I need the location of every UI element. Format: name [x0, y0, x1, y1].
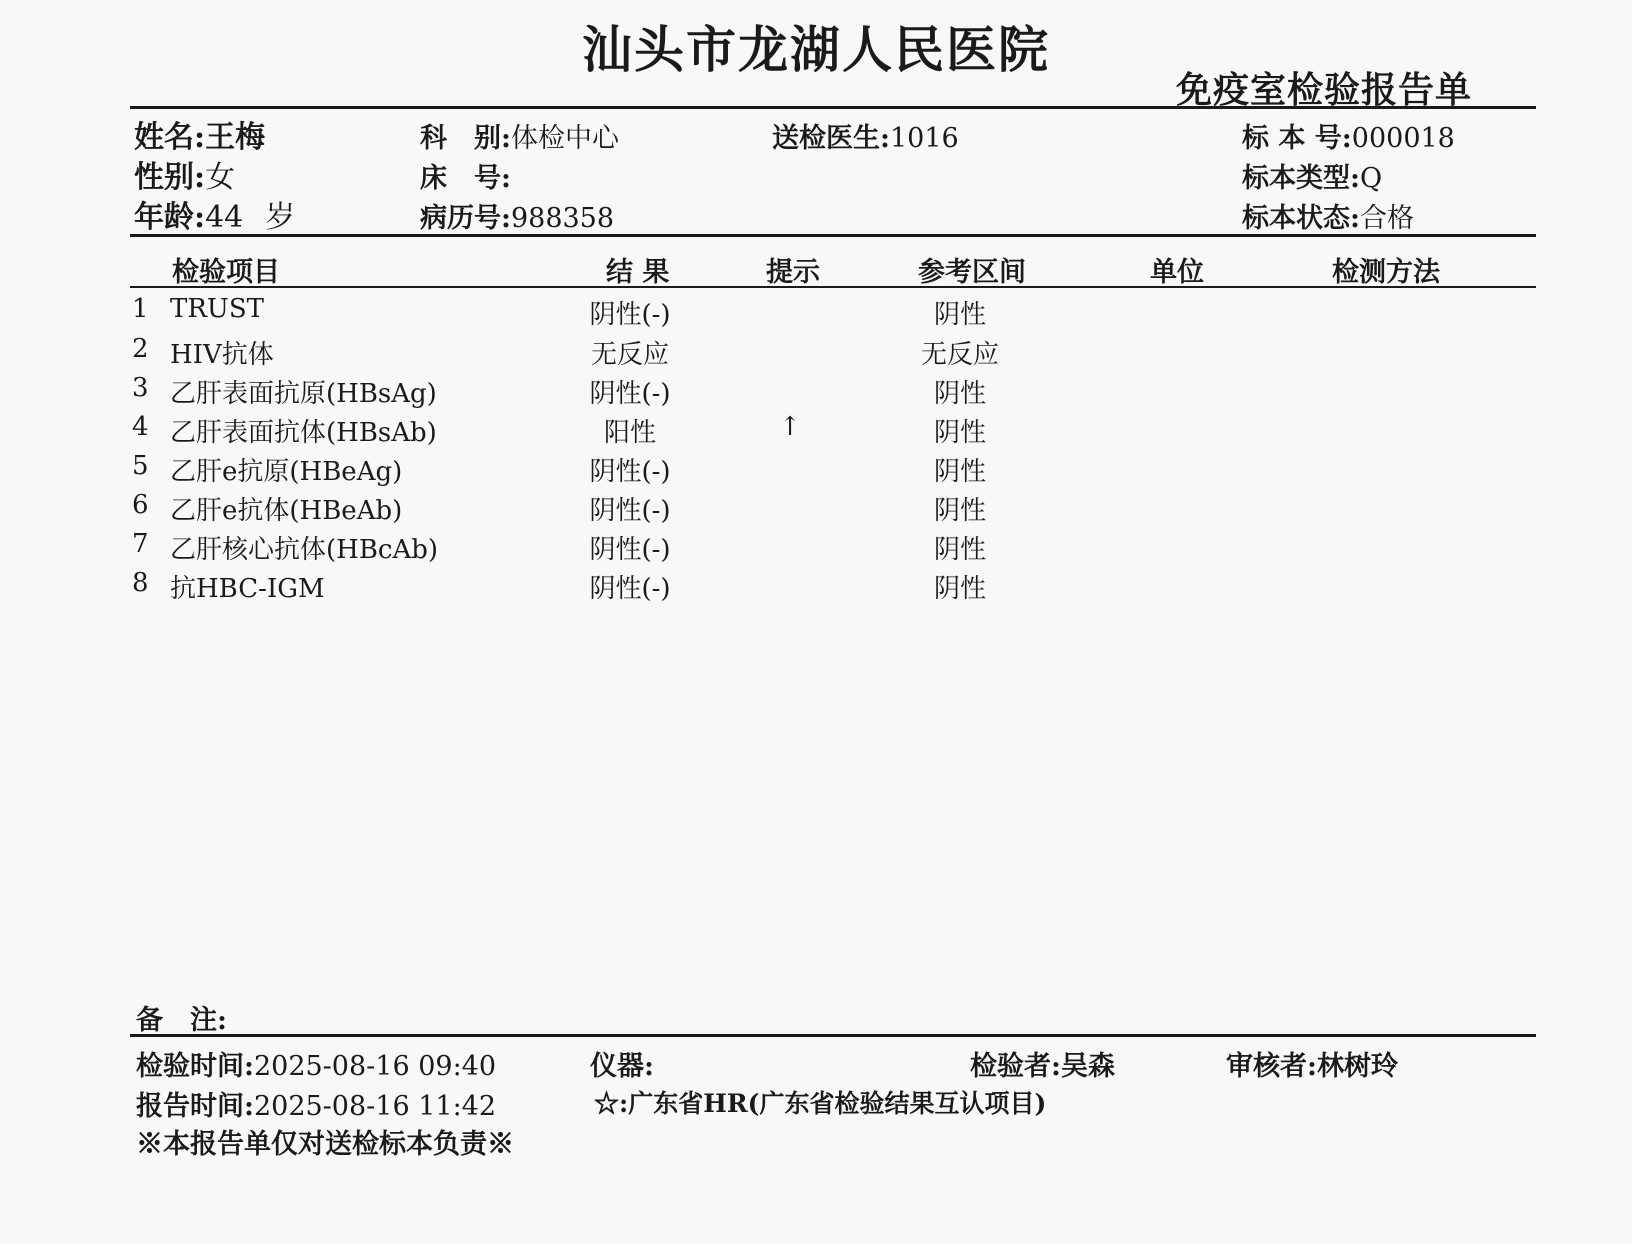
medical-record-number: 病历号:988358: [420, 203, 615, 234]
table-header-divider: [130, 286, 1536, 288]
footer-divider: [130, 1034, 1536, 1037]
province-recognition-note: ☆:广东省HR(广东省检验结果互认项目): [594, 1089, 1047, 1118]
row-number: 7: [132, 529, 149, 559]
specimen-type: 标本类型:Q: [1242, 163, 1383, 194]
table-row: [0, 294, 1632, 332]
table-row: [0, 490, 1632, 528]
bed-number: 床 号:: [420, 163, 511, 194]
remarks: 备 注:: [136, 1005, 227, 1036]
test-result: 阴性(-): [589, 574, 671, 604]
row-number: 1: [132, 294, 149, 324]
table-row: [0, 412, 1632, 450]
reference-range: 阴性: [933, 418, 986, 448]
instrument: 仪器:: [590, 1051, 654, 1082]
column-header-flag: 提示: [766, 257, 820, 288]
reference-range: 阴性: [933, 535, 986, 565]
header-divider: [130, 106, 1536, 109]
disclaimer: ※本报告单仅对送检标本负责※: [136, 1129, 514, 1160]
test-result: 阴性(-): [589, 300, 671, 330]
hospital-name: 汕头市龙湖人民医院: [582, 20, 1050, 79]
table-row: [0, 334, 1632, 372]
table-row: [0, 373, 1632, 411]
column-header-reference: 参考区间: [918, 257, 1026, 288]
reference-range: 阴性: [933, 457, 986, 487]
info-divider: [130, 234, 1536, 237]
reviewer: 审核者:林树玲: [1226, 1051, 1398, 1082]
row-number: 6: [132, 490, 149, 520]
patient-name: 姓名:王梅: [134, 120, 266, 155]
table-row: [0, 568, 1632, 606]
report-time: 报告时间:2025-08-16 11:42: [136, 1091, 497, 1122]
test-item: 乙肝表面抗体(HBsAb): [170, 418, 437, 448]
row-number: 5: [132, 451, 149, 481]
column-header-item: 检验项目: [172, 257, 280, 288]
test-result: 阴性(-): [589, 496, 671, 526]
row-number: 2: [132, 334, 149, 364]
reference-range: 阴性: [933, 496, 986, 526]
column-header-method: 检测方法: [1332, 257, 1440, 288]
test-item: 乙肝表面抗原(HBsAg): [170, 379, 437, 409]
reference-range: 阴性: [933, 574, 986, 604]
test-item: 乙肝e抗体(HBeAb): [170, 496, 403, 526]
table-row: [0, 529, 1632, 567]
test-result: 无反应: [590, 340, 669, 370]
specimen-status: 标本状态:合格: [1242, 203, 1414, 234]
report-title: 免疫室检验报告单: [1176, 69, 1473, 111]
test-result: 阴性(-): [589, 379, 671, 409]
department: 科 别:体检中心: [420, 123, 619, 154]
test-time: 检验时间:2025-08-16 09:40: [136, 1051, 497, 1082]
sending-doctor: 送检医生:1016: [772, 123, 959, 154]
table-row: [0, 451, 1632, 489]
patient-age: 年龄:44 岁: [134, 200, 296, 235]
test-item: 乙肝核心抗体(HBcAb): [170, 535, 439, 565]
test-result: 阴性(-): [589, 535, 671, 565]
patient-gender: 性别:女: [134, 160, 236, 195]
row-number: 8: [132, 568, 149, 598]
tester: 检验者:吴森: [970, 1051, 1115, 1082]
column-header-result: 结 果: [606, 257, 670, 288]
test-item: 乙肝e抗原(HBeAg): [170, 457, 403, 487]
test-item: 抗HBC-IGM: [170, 574, 325, 604]
test-result: 阳性: [603, 418, 656, 448]
row-number: 3: [132, 373, 149, 403]
test-item: HIV抗体: [170, 340, 274, 370]
result-flag: ↑: [779, 412, 801, 442]
column-header-unit: 单位: [1150, 257, 1204, 288]
test-item: TRUST: [170, 294, 264, 324]
reference-range: 阴性: [933, 379, 986, 409]
row-number: 4: [132, 412, 149, 442]
specimen-number: 标 本 号:000018: [1242, 123, 1455, 154]
reference-range: 阴性: [933, 300, 986, 330]
test-result: 阴性(-): [589, 457, 671, 487]
reference-range: 无反应: [920, 340, 999, 370]
